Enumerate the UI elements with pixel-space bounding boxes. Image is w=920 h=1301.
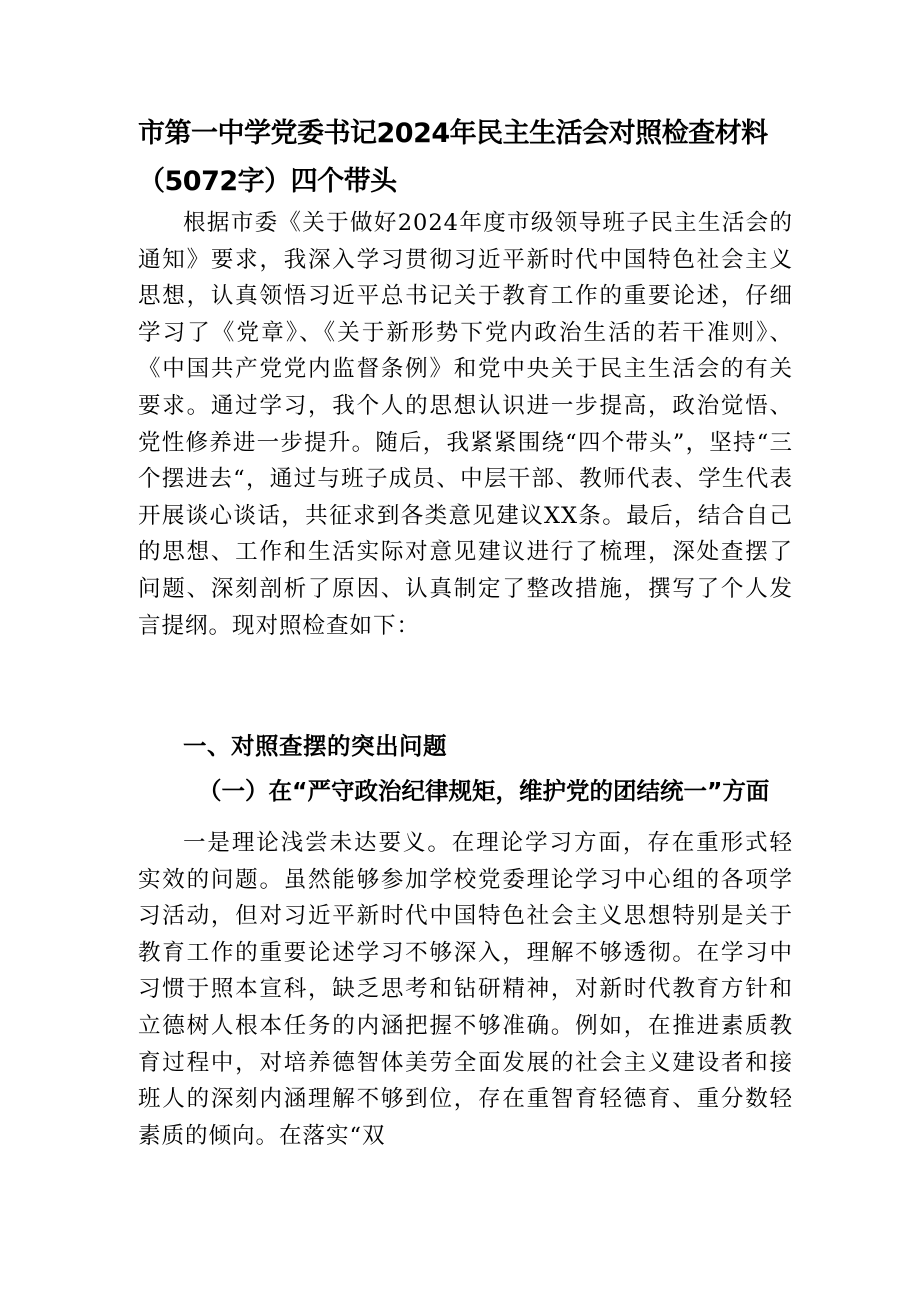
section-paragraph: 一是理论浅尝未达要义。在理论学习方面，存在重形式轻实效的问题。虽然能够参加学校党委理论学习中心组的各项学习活动，但对习近平新时代中国特色社会主义思想特别是关于教育工作的重要论述学习不够深入，理解不够透彻。在学习中习惯于照本宣科，缺乏思考和钻研精神，对新时代教育方针和立德树人根本任务的内涵把握不够准确。例如，在推进素质教育过程中，对培养德智体美劳全面发展的社会主义建设者和接班人的深刻内涵理解不够到位，存在重智育轻德育、重分数轻素质的倾向。在落实“双	[138, 830, 793, 1149]
subsection-heading: （一）在“严守政治纪律规矩，维护党的团结统一”方面	[198, 777, 770, 805]
intro-paragraph: 根据市委《关于做好2024年度市级领导班子民主生活会的通知》要求，我深入学习贯彻习近平新时代中国特色社会主义思想，认真领悟习近平总书记关于教育工作的重要论述，仔细学习了《党章》、《关于新形势下党内政治生活的若干准则》、《中国共产党党内监督条例》和党中央关于民主生活会的有关要求。通过学习，我个人的思想认识进一步提高，政治觉悟、党性修养进一步提升。随后，我紧紧围绕“四个带头”，坚持“三个摆进去“，通过与班子成员、中层干部、教师代表、学生代表开展谈心谈话，共征求到各类意见建议XX条。最后，结合自己的思想、工作和生活实际对意见建议进行了梳理，深处查摆了问题、深刻剖析了原因、认真制定了整改措施，撰写了个人发言提纲。现对照检查如下：	[138, 210, 793, 639]
section-heading: 一、对照查摆的突出问题	[183, 732, 447, 760]
document-title: 市第一中学党委书记2024年民主生活会对照检查材料（5072字）四个带头	[138, 118, 768, 197]
